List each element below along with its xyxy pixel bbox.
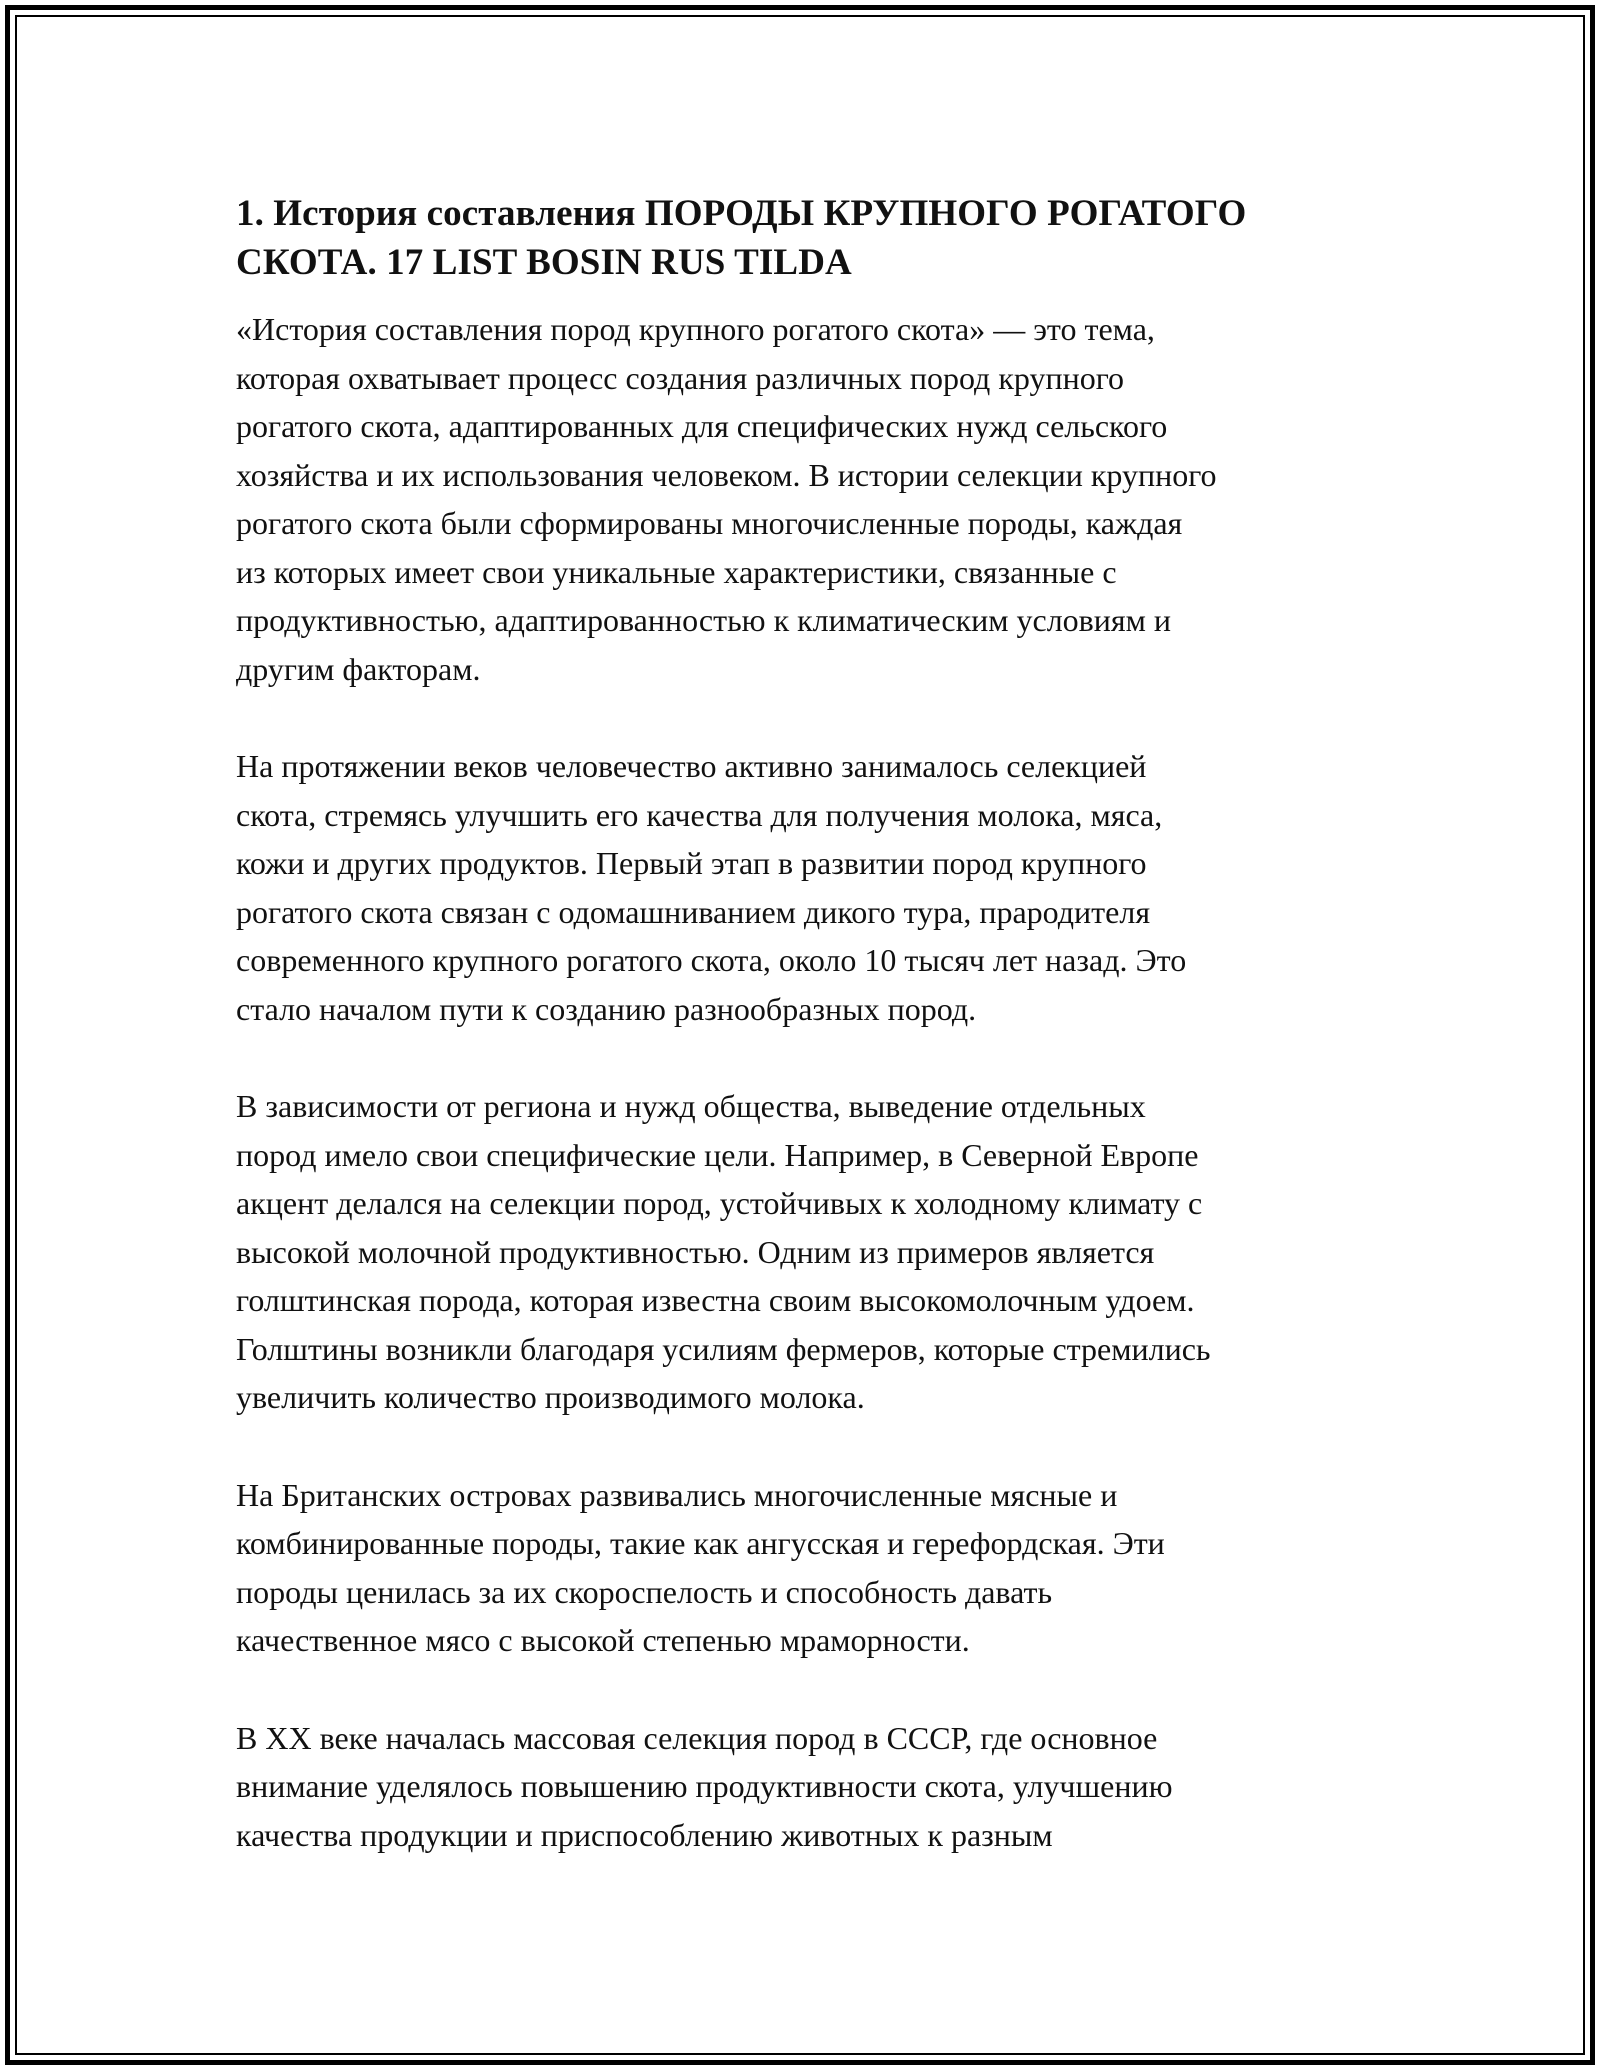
- text-line: внимание уделялось повышению продуктивности скота, улучшению: [236, 1768, 1173, 1804]
- text-line: качества продукции и приспособлению животных к разным: [236, 1816, 1053, 1853]
- text-line: На Британских островах развивались многочисленные мясные и: [236, 1476, 1118, 1513]
- text-line: современного крупного рогатого скота, около 10 тысяч лет назад. Это: [236, 942, 1187, 978]
- text-line: акцент делался на селекции пород, устойчивых к холодному климату с: [236, 1185, 1203, 1221]
- document-heading: [236, 189, 1376, 287]
- text-line: пород имело свои специфические цели. Например, в Северной Европе: [236, 1136, 1199, 1173]
- text-line: рогатого скота связан с одомашниванием дикого тура, прародителя: [236, 893, 1151, 930]
- heading-line: РОГАТОГО СКОТА. 17 LIST BOSIN RUS TILDA: [236, 193, 1247, 283]
- text-line: из которых имеет свои уникальные характеристики, связанные с: [236, 553, 1117, 590]
- text-line: рогатого скота были сформированы многочисленные породы, каждая: [236, 505, 1183, 541]
- text-line: продуктивностью, адаптированностью к климатическим условиям и: [236, 602, 1171, 638]
- text-line: скота, стремясь улучшить его качества для получения молока, мяса,: [236, 796, 1163, 833]
- text-line: На протяжении веков человечество активно занималось селекцией: [236, 748, 1147, 784]
- text-line: «История составления пород крупного рогатого скота» — это тема,: [236, 311, 1155, 347]
- paragraph-5: [236, 1714, 1376, 1860]
- text-line: увеличить количество производимого молока.: [236, 1379, 865, 1415]
- text-line: Голштины возникли благодаря усилиям фермеров, которые стремились: [236, 1330, 1211, 1367]
- text-line: комбинированные породы, такие как ангусская и герефордская. Эти: [236, 1525, 1165, 1561]
- text-line: голштинская порода, которая известна своим высокомолочным удоем.: [236, 1282, 1195, 1318]
- text-line: качественное мясо с высокой степенью мраморности.: [236, 1622, 970, 1658]
- document-body: [236, 189, 1376, 1908]
- text-line: кожи и других продуктов. Первый этап в развитии пород крупного: [236, 845, 1147, 881]
- paragraph-4: [236, 1471, 1376, 1665]
- paragraph-1: [236, 305, 1376, 693]
- text-line: В зависимости от региона и нужд общества, выведение отдельных: [236, 1088, 1146, 1124]
- text-line: высокой молочной продуктивностью. Одним из примеров является: [236, 1233, 1155, 1270]
- heading-line: 1. История составления ПОРОДЫ КРУПНОГО: [236, 193, 1038, 234]
- text-line: другим факторам.: [236, 650, 481, 687]
- text-line: хозяйства и их использования человеком. В истории селекции крупного: [236, 456, 1217, 493]
- text-line: породы ценилась за их скороспелость и способность давать: [236, 1573, 1053, 1610]
- paragraph-3: [236, 1082, 1376, 1422]
- text-line: В XX веке началась массовая селекция пород в СССР, где основное: [236, 1719, 1158, 1756]
- text-line: стало началом пути к созданию разнообразных пород.: [236, 990, 977, 1027]
- text-line: которая охватывает процесс создания различных пород крупного: [236, 359, 1125, 396]
- paragraph-2: [236, 742, 1376, 1033]
- text-line: рогатого скота, адаптированных для специфических нужд сельского: [236, 408, 1168, 444]
